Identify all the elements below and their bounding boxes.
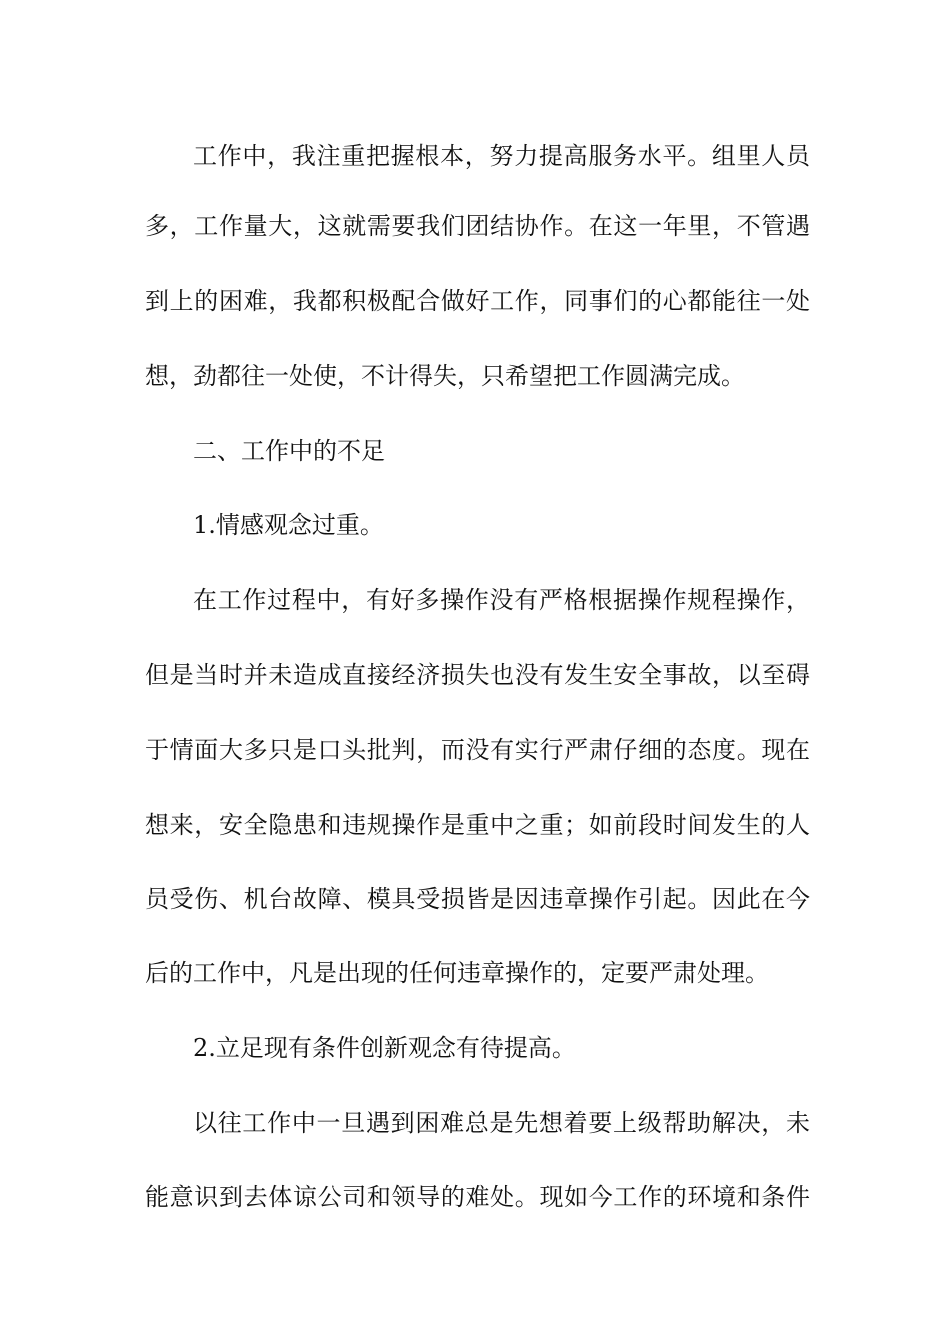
paragraph-line: 后的工作中，凡是出现的任何违章操作的，定要严肃处理。 (145, 959, 769, 987)
paragraph-line: 但是当时并未造成直接经济损失也没有发生安全事故，以至碍 (145, 661, 810, 689)
paragraph-line: 以往工作中一旦遇到困难总是先想着要上级帮助解决，未 (193, 1109, 810, 1137)
paragraph-line: 想，劲都往一处使，不计得失，只希望把工作圆满完成。 (145, 362, 745, 390)
paragraph-line: 员受伤、机台故障、模具受损皆是因违章操作引起。因此在今 (145, 885, 810, 913)
paragraph-line: 在工作过程中，有好多操作没有严格根据操作规程操作， (193, 586, 810, 614)
paragraph-line: 于情面大多只是口头批判，而没有实行严肃仔细的态度。现在 (145, 736, 810, 764)
paragraph-line: 多，工作量大，这就需要我们团结协作。在这一年里，不管遇 (145, 212, 810, 240)
paragraph-line: 想来，安全隐患和违规操作是重中之重；如前段时间发生的人 (145, 811, 810, 839)
paragraph-line: 工作中，我注重把握根本，努力提高服务水平。组里人员 (193, 142, 810, 170)
subsection-heading: 2.立足现有条件创新观念有待提高。 (193, 1034, 576, 1062)
paragraph-line: 到上的困难，我都积极配合做好工作，同事们的心都能往一处 (145, 287, 810, 315)
subsection-heading: 1.情感观念过重。 (193, 511, 384, 539)
section-heading: 二、工作中的不足 (193, 437, 385, 465)
paragraph-line: 能意识到去体谅公司和领导的难处。现如今工作的环境和条件 (145, 1183, 810, 1211)
